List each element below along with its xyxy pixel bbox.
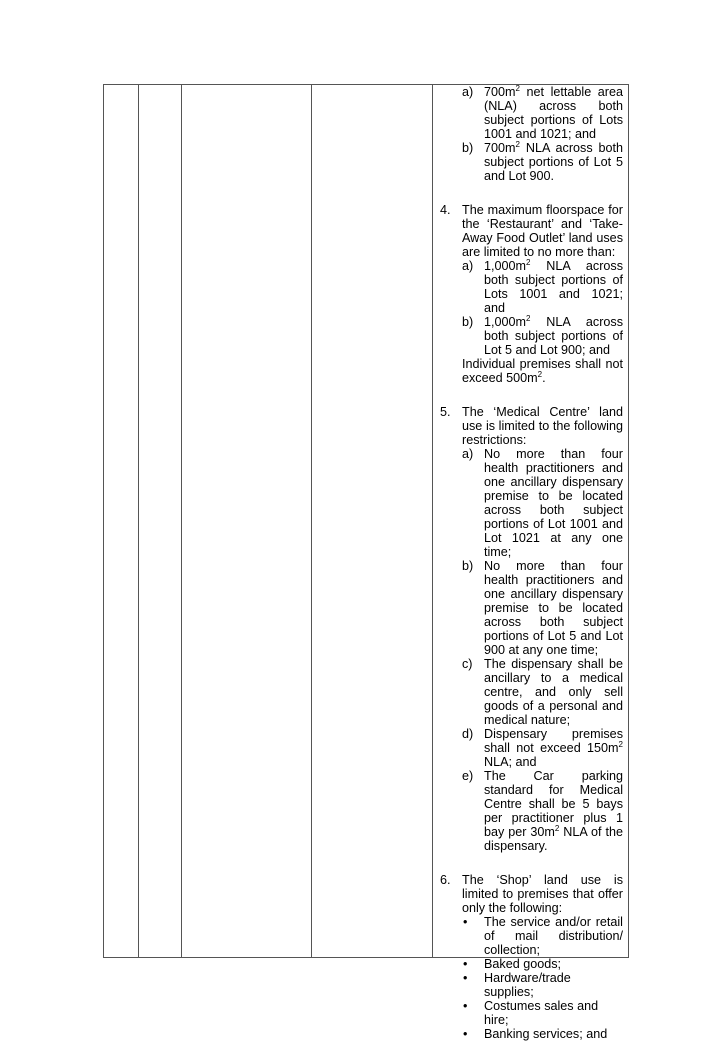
superscript: 2 [515,139,520,149]
conditions-cell [440,85,623,1041]
sub-text: The dispensary shall be ancillary to a medical centre, and only sell goods of a personal and medical nature; [484,657,623,727]
superscript: 2 [554,823,560,833]
superscript: 2 [537,369,543,379]
sub-text: 700m [484,141,516,155]
condition-4 [440,203,623,259]
sub-text-cont: NLA across both subject portions of Lot 5 and Lot 900; and [484,315,623,357]
condition-5 [440,405,623,447]
sub-text-cont: NLA across both subject portions of Lot 5 and Lot 900. [484,141,623,183]
sub-label: d) [462,727,474,741]
item-number: 5. [440,405,451,419]
bullet-item [440,971,623,999]
column-divider-2 [181,85,182,957]
superscript: 2 [526,313,531,323]
bullet-item [440,999,623,1027]
sub-text: 700m [484,85,516,99]
sub-item-b [440,559,623,657]
sub-label: a) [462,259,474,273]
tail-text: Individual premises shall not exceed 500m [462,357,623,385]
column-divider-3 [311,85,312,957]
sub-label: b) [462,141,474,155]
bullet-text: Costumes sales and hire; [484,999,599,1027]
sub-label: c) [462,657,473,671]
sub-text: 1,000m [484,315,527,329]
column-divider-4 [432,85,433,957]
bullet-icon: • [463,971,468,985]
bullet-icon: • [463,915,468,929]
sub-text: No more than four health practitioners and one ancillary dispensary premise to be located across both subject portions of Lot 1001 and Lot 1021 at any one time; [484,447,623,559]
sub-item-b [440,315,623,357]
sub-label: a) [462,447,474,461]
sub-item-a [440,85,623,141]
bullet-icon: • [463,1027,468,1041]
bullet-text: The service and/or retail of mail distribution/ collection; [484,915,623,957]
item-intro: The ‘Shop’ land use is limited to premises that offer only the following: [462,873,623,915]
sub-text-cont: NLA across both subject portions of Lots 1001 and 1021; and [484,259,623,315]
superscript: 2 [515,83,520,93]
sub-item-a [440,447,623,559]
bullet-icon: • [463,957,468,971]
item-intro: The ‘Medical Centre’ land use is limited to the following restrictions: [462,405,623,447]
sub-item-e [440,769,623,853]
item-tail [440,357,623,385]
superscript: 2 [526,257,531,267]
sub-text-cont: net lettable area (NLA) across both subject portions of Lots 1001 and 1021; and [484,85,623,141]
provisions-table [103,83,629,1041]
sub-item-c [440,657,623,727]
item-number: 6. [440,873,451,887]
sub-label: b) [462,559,474,573]
bullet-item [440,1027,623,1041]
tail-text-end: . [542,371,546,385]
bullet-item [440,915,623,957]
sub-item-d [440,727,623,769]
bullet-text: Banking services; and [484,1027,608,1041]
sub-label: a) [462,85,474,99]
condition-6 [440,873,623,915]
sub-text-cont: NLA of the dispensary. [484,825,624,853]
bullet-text: Baked goods; [484,957,562,971]
superscript: 2 [618,739,623,749]
bullet-item [440,957,623,971]
sub-item-a [440,259,623,315]
item-intro: The maximum floorspace for the ‘Restaurant’ and ‘Take-Away Food Outlet’ land uses are limited to no more than: [462,203,623,259]
sub-text-cont: NLA; and [484,755,537,769]
sub-label: b) [462,315,474,329]
bullet-text: Hardware/trade supplies; [484,971,571,999]
sub-text: 1,000m [484,259,527,273]
sub-item-b [440,141,623,183]
column-divider-1 [138,85,139,957]
item-number: 4. [440,203,451,217]
sub-label: e) [462,769,474,783]
bullet-icon: • [463,999,468,1013]
sub-text: Dispensary premises shall not exceed 150m [484,727,623,755]
sub-text: No more than four health practitioners and one ancillary dispensary premise to be located across both subject portions of Lot 5 and Lot 900 at any one time; [484,559,623,657]
sub-text: The Car parking standard for Medical Centre shall be 5 bays per practitioner plus 1 bay per 30m [484,769,623,839]
